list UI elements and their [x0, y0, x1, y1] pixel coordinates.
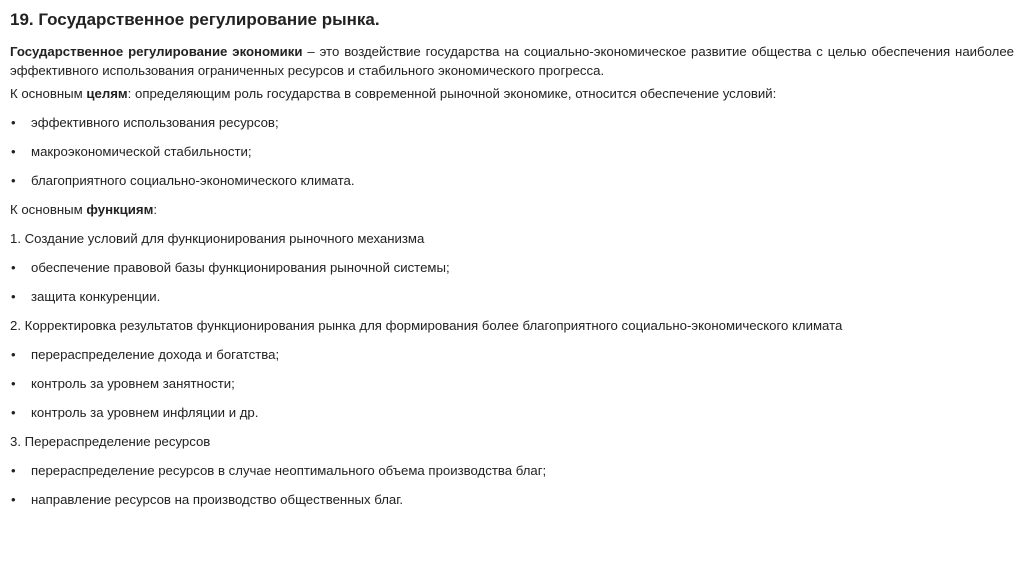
list-item	[10, 171, 1014, 190]
bullet-icon: •	[11, 115, 16, 130]
definition-text: – это воздействие государства на социально-экономическое развитие общества с целью обеспечения наиболее эффективного использования ограниченных ресурсов и стабильного экономического прогресса.	[10, 44, 1014, 78]
function-1-item-1: обеспечение правовой базы функционирования рыночной системы;	[31, 260, 450, 275]
function-3-item-2: направление ресурсов на производство общественных благ.	[31, 492, 404, 507]
goal-item-2: макроэкономической стабильности;	[31, 144, 252, 159]
list-item	[10, 490, 1014, 509]
goal-item-3: благоприятного социально-экономического климата.	[31, 173, 355, 188]
list-item	[10, 461, 1014, 480]
functions-intro	[10, 200, 1014, 219]
page-title: 19. Государственное регулирование рынка.	[10, 10, 380, 29]
goals-keyword: целям	[86, 86, 128, 101]
bullet-icon: •	[11, 347, 16, 362]
bullet-icon: •	[11, 492, 16, 507]
function-2-item-2: контроль за уровнем занятности;	[31, 376, 235, 391]
list-item	[10, 287, 1014, 306]
bullet-icon: •	[11, 173, 16, 188]
function-group-2-heading: 2. Корректировка результатов функционирования рынка для формирования более благоприятного социально-экономического климата	[10, 318, 843, 333]
functions-prefix: К основным	[10, 202, 87, 217]
function-1-item-2: защита конкуренции.	[31, 289, 161, 304]
list-item	[10, 374, 1014, 393]
list-item	[10, 258, 1014, 277]
bullet-icon: •	[11, 144, 16, 159]
functions-suffix: :	[153, 202, 157, 217]
bullet-icon: •	[11, 405, 16, 420]
list-item	[10, 113, 1014, 132]
goals-suffix: : определяющим роль государства в современной рыночной экономике, относится обеспечение условий:	[127, 86, 777, 101]
list-item	[10, 403, 1014, 422]
list-item	[10, 345, 1014, 364]
list-item	[10, 142, 1014, 161]
functions-keyword: функциям	[86, 202, 154, 217]
bullet-icon: •	[11, 260, 16, 275]
goals-intro	[10, 84, 1014, 103]
goal-item-1: эффективного использования ресурсов;	[31, 115, 279, 130]
definition-term: Государственное регулирование экономики	[10, 44, 303, 59]
function-2-item-1: перераспределение дохода и богатства;	[31, 347, 280, 362]
function-group-1-heading: 1. Создание условий для функционирования рыночного механизма	[10, 231, 425, 246]
goals-prefix: К основным	[10, 86, 87, 101]
bullet-icon: •	[11, 289, 16, 304]
function-group-3-heading: 3. Перераспределение ресурсов	[10, 434, 211, 449]
function-3-item-1: перераспределение ресурсов в случае неоптимального объема производства благ;	[31, 463, 547, 478]
bullet-icon: •	[11, 376, 16, 391]
function-2-item-3: контроль за уровнем инфляции и др.	[31, 405, 259, 420]
definition-paragraph	[10, 42, 1014, 80]
bullet-icon: •	[11, 463, 16, 478]
